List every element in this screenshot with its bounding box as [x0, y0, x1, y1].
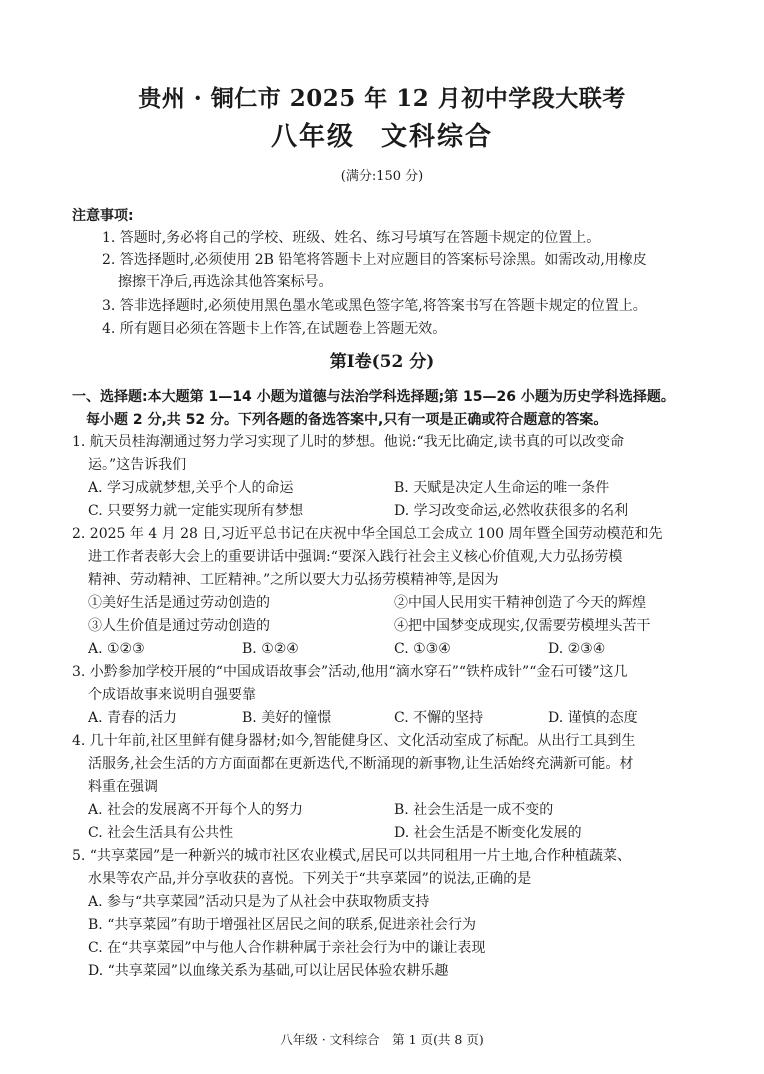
question-stem-continued: 水果等农产品,并分享收获的喜悦。下列关于“共享菜园”的说法,正确的是	[88, 871, 532, 887]
option-b: B. 天赋是决定人生命运的唯一条件	[394, 480, 610, 496]
question-stem-continued: 运。”这告诉我们	[88, 457, 187, 473]
option-c: C. 在“共享菜园”中与他人合作耕种属于亲社会行为中的谦让表现	[88, 940, 486, 956]
option-d: D. 谨慎的态度	[548, 710, 638, 726]
exam-title: 贵州 · 铜仁市 2025 年 12 月初中学段大联考	[138, 85, 626, 112]
exam-subtitle	[0, 116, 764, 153]
statement-2: ②中国人民用实干精神创造了今天的辉煌	[394, 595, 646, 611]
question-stem: 3. 小黔参加学校开展的“中国成语故事会”活动,他用“滴水穿石”“铁杵成针”“金石可镂”这几	[72, 664, 628, 680]
option-b: B. “共享菜园”有助于增强社区居民之间的联系,促进亲社会行为	[88, 917, 476, 933]
option-c: C. 只要努力就一定能实现所有梦想	[88, 503, 304, 519]
note-item: 1. 答题时,务必将自己的学校、班级、姓名、练习号填写在答题卡规定的位置上。	[102, 230, 601, 246]
option-d: D. 学习改变命运,必然收获很多的名利	[394, 503, 629, 519]
question-stem-continued: 活服务,社会生活的方方面面都在更新迭代,不断涌现的新事物,让生活始终充满新可能。材	[88, 756, 634, 772]
full-score: (满分:150 分)	[340, 169, 424, 184]
statement-4: ④把中国梦变成现实,仅需要劳模埋头苦干	[394, 618, 651, 634]
option-a: A. 社会的发展离不开每个人的努力	[88, 802, 304, 818]
page-footer: 八年级 · 文科综合 第 1 页(共 8 页)	[280, 1032, 484, 1047]
option-d: D. “共享菜园”以血缘关系为基础,可以让居民体验农耕乐趣	[88, 963, 449, 979]
question-stem-continued: 进工作者表彰大会上的重要讲话中强调:“要深入践行社会主义核心价值观,大力弘扬劳模	[88, 549, 623, 565]
section-instructions-continued: 每小题 2 分,共 52 分。下列各题的备选答案中,只有一项是正确或符合题意的答案。	[86, 412, 608, 428]
option-b: B. ①②④	[242, 641, 299, 657]
note-item: 2. 答选择题时,必须使用 2B 铅笔将答题卡上对应题目的答案标号涂黑。如需改动,用橡皮	[102, 252, 647, 268]
option-b: B. 美好的憧憬	[242, 710, 332, 726]
option-a: A. 参与“共享菜园”活动只是为了从社会中获取物质支持	[88, 894, 430, 910]
question-stem: 4. 几十年前,社区里鲜有健身器材;如今,智能健身区、文化活动室成了标配。从出行工具到生	[72, 733, 636, 749]
section-title: 第Ⅰ卷(52 分)	[329, 352, 435, 372]
note-item: 4. 所有题目必须在答题卡上作答,在试题卷上答题无效。	[102, 321, 447, 337]
grade-label: 八年级	[270, 122, 355, 152]
option-a: A. 青春的活力	[88, 710, 178, 726]
option-b: B. 社会生活是一成不变的	[394, 802, 554, 818]
question-stem: 5. “共享菜园”是一种新兴的城市社区农业模式,居民可以共同租用一片土地,合作种植蔬菜、	[72, 848, 632, 864]
note-item-continued: 擦擦干净后,再选涂其他答案标号。	[118, 274, 333, 290]
statement-1: ①美好生活是通过劳动创造的	[88, 595, 270, 611]
question-stem-continued: 个成语故事来说明自强要靠	[88, 687, 256, 703]
option-c: C. 不懈的坚持	[394, 710, 484, 726]
question-stem: 1. 航天员桂海潮通过努力学习实现了儿时的梦想。他说:“我无比确定,读书真的可以改变命	[72, 434, 625, 450]
option-d: D. ②③④	[548, 641, 606, 657]
option-c: C. ①③④	[394, 641, 451, 657]
notes-heading: 注意事项:	[72, 208, 134, 224]
option-d: D. 社会生活是不断变化发展的	[394, 825, 582, 841]
section-instructions: 一、选择题:本大题第 1—14 小题为道德与法治学科选择题;第 15—26 小题为历史学科选择题。	[72, 389, 675, 405]
note-item: 3. 答非选择题时,必须使用黑色墨水笔或黑色签字笔,将答案书写在答题卡规定的位置上。	[102, 298, 647, 314]
question-stem: 2. 2025 年 4 月 28 日,习近平总书记在庆祝中华全国总工会成立 100 周年暨全国劳动模范和先	[72, 526, 663, 542]
option-c: C. 社会生活具有公共性	[88, 825, 234, 841]
question-stem-continued: 精神、劳动精神、工匠精神。”之所以要大力弘扬劳模精神等,是因为	[88, 572, 499, 588]
option-a: A. 学习成就梦想,关乎个人的命运	[88, 480, 294, 496]
option-a: A. ①②③	[88, 641, 145, 657]
question-stem-continued: 料重在强调	[88, 779, 158, 795]
statement-3: ③人生价值是通过劳动创造的	[88, 618, 270, 634]
subject-label: 文科综合	[381, 122, 494, 152]
